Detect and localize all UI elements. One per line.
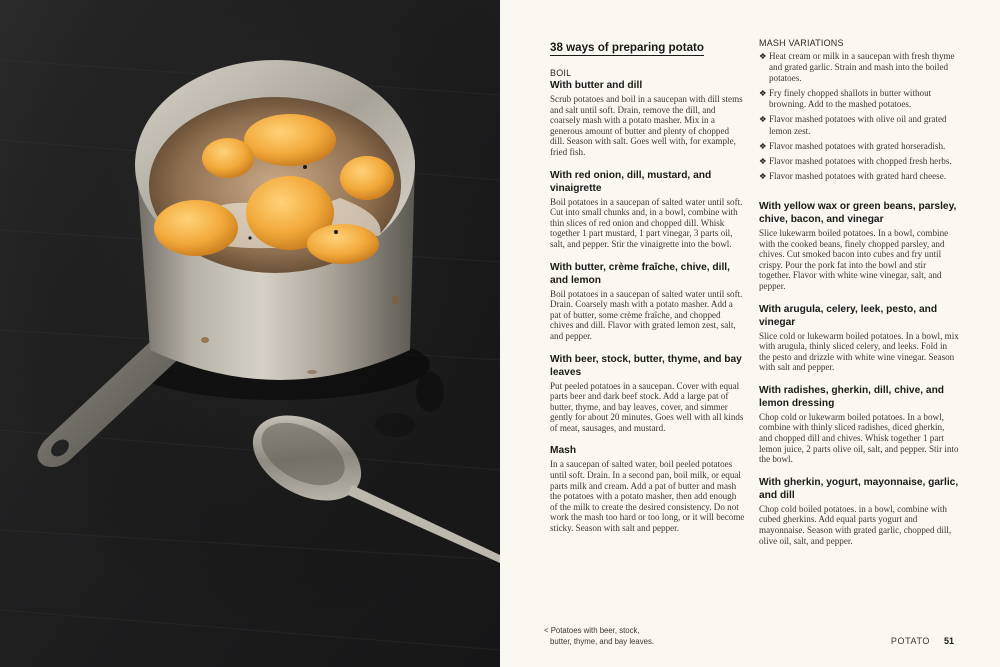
recipe-title: With butter, crème fraîche, chive, dill, and lemon — [550, 261, 730, 286]
recipe-text: Chop cold boiled potatoes. in a bowl, combine with cubed gherkins. Add equal parts yogurt and mayonnaise. Season with grated garlic, chopped dill, olive oil, salt, and pepper. — [759, 503, 952, 546]
recipe-title: Mash — [550, 445, 577, 457]
page-title: 38 ways of preparing potato — [550, 41, 704, 54]
recipe — [550, 79, 745, 158]
recipe-title: With arugula, celery, leek, pesto, and vinegar — [759, 303, 938, 328]
recipe — [759, 303, 959, 373]
list-item: ❖ Flavor mashed potatoes with chopped fresh herbs. — [759, 155, 952, 166]
recipe-page — [500, 0, 1000, 667]
left-text-column — [550, 38, 745, 545]
recipe-title: With butter and dill — [550, 80, 643, 91]
page-number: 51 — [943, 636, 954, 646]
recipe — [759, 384, 959, 465]
recipe-text: Chop cold or lukewarm boiled potatoes. In a bowl, combine with thinly sliced radishes, diced gherkin, and chopped dill and chives. Whisk together 1 part lemon juice, 2 parts olive oil, salt, and pepper. Stir into the bowl. — [759, 411, 959, 465]
bullet-icon: ❖ — [759, 88, 767, 99]
recipe-title: With gherkin, yogurt, mayonnaise, garlic, and dill — [759, 476, 959, 501]
recipe-title: With radishes, gherkin, dill, chive, and lemon dressing — [759, 384, 945, 409]
mash-variation-list — [759, 51, 959, 182]
recipe — [550, 169, 745, 250]
recipe-text: Slice cold or lukewarm boiled potatoes. In a bowl, mix with arugula, thinly sliced celery, and leeks. Fold in the pesto and drizzle with white wine vinegar. Season with salt and pepper. — [759, 330, 959, 373]
recipe-title: With beer, stock, butter, thyme, and bay leaves — [550, 353, 742, 378]
section-label-mash-variations: MASH VARIATIONS — [759, 38, 844, 48]
page-footer — [891, 636, 954, 646]
right-text-column — [759, 38, 959, 557]
recipe-text: Slice lukewarm boiled potatoes. In a bowl, combine with the cooked beans, finely chopped parsley, and chives. Cut smoked bacon into cubes and fry until crispy. Pour the pork fat into the bowl and stir together. Flavor with white wine vinegar, salt, and pepper. — [759, 227, 949, 291]
recipe-text: Scrub potatoes and boil in a saucepan with dill stems and salt until soft. Drain, remove the dill, and coarsely mash with a potato masher. Mix in a generous amount of butter and plenty of chopped dill. Season with salt. Goes well with, for example, fried fish. — [550, 94, 743, 157]
recipe-text: In a saucepan of salted water, boil peeled potatoes until soft. Drain. In a second pan, boil milk, or equal parts milk and cream. Add a pat of butter and mash the potatoes with a potato masher, then add enough of the milk to create the desired consistency. Do not work the mash too hard or too long, or it will become sticky. Season with salt and pepper. — [550, 459, 745, 534]
recipe — [759, 476, 959, 546]
recipe — [550, 353, 745, 434]
bullet-icon: ❖ — [759, 155, 767, 166]
recipe-text: Boil potatoes in a saucepan of salted water until soft. Cut into small chunks and, in a bowl, combine with thin slices of red onion and chopped dill. Whisk together 1 part mustard, 1 part vinegar, 3 parts oil, salt, and pepper. Stir the vinaigrette into the bowl. — [550, 196, 743, 249]
running-footer-section: POTATO — [890, 636, 930, 646]
caption-line: butter, thyme, and bay leaves. — [550, 637, 655, 646]
bullet-icon: ❖ — [759, 140, 767, 151]
photo-caption — [544, 625, 694, 647]
recipe — [550, 261, 745, 342]
list-item: ❖ Flavor mashed potatoes with grated hard cheese. — [759, 170, 947, 181]
list-item: ❖ Fry finely chopped shallots in butter without browning. Add to the mashed potatoes. — [759, 88, 932, 110]
list-item: ❖ Heat cream or milk in a saucepan with fresh thyme and grated garlic. Strain and mash into the boiled potatoes. — [759, 51, 955, 84]
recipe-text: Boil potatoes in a saucepan of salted water until soft. Drain. Coarsely mash with a potato masher. Add a pat of butter, some crème fraîche, and chopped chives and dill. Flavor with grated lemon zest, salt, and pepper. — [550, 288, 743, 341]
bullet-icon: ❖ — [759, 114, 767, 125]
bullet-icon: ❖ — [759, 51, 767, 61]
recipe-title: With red onion, dill, mustard, and vinaigrette — [550, 169, 712, 194]
recipe — [550, 444, 745, 533]
list-item: ❖ Flavor mashed potatoes with grated horseradish. — [759, 140, 946, 151]
list-item: ❖ Flavor mashed potatoes with olive oil and grated lemon zest. — [759, 114, 947, 136]
caption-line: < Potatoes with beer, stock, — [544, 626, 640, 635]
section-label-boil: BOIL — [550, 68, 572, 78]
recipe-title: With yellow wax or green beans, parsley, chive, bacon, and vinegar — [759, 200, 957, 225]
recipe — [759, 200, 959, 292]
bullet-icon: ❖ — [759, 170, 767, 181]
recipe-text: Put peeled potatoes in a saucepan. Cover with equal parts beer and dark beef stock. Add a large pat of butter, thyme, and bay leaves, cover, and simmer gently for about 20 minutes. Goes well with all kinds of meat, sausages, and mustard. — [550, 380, 744, 433]
